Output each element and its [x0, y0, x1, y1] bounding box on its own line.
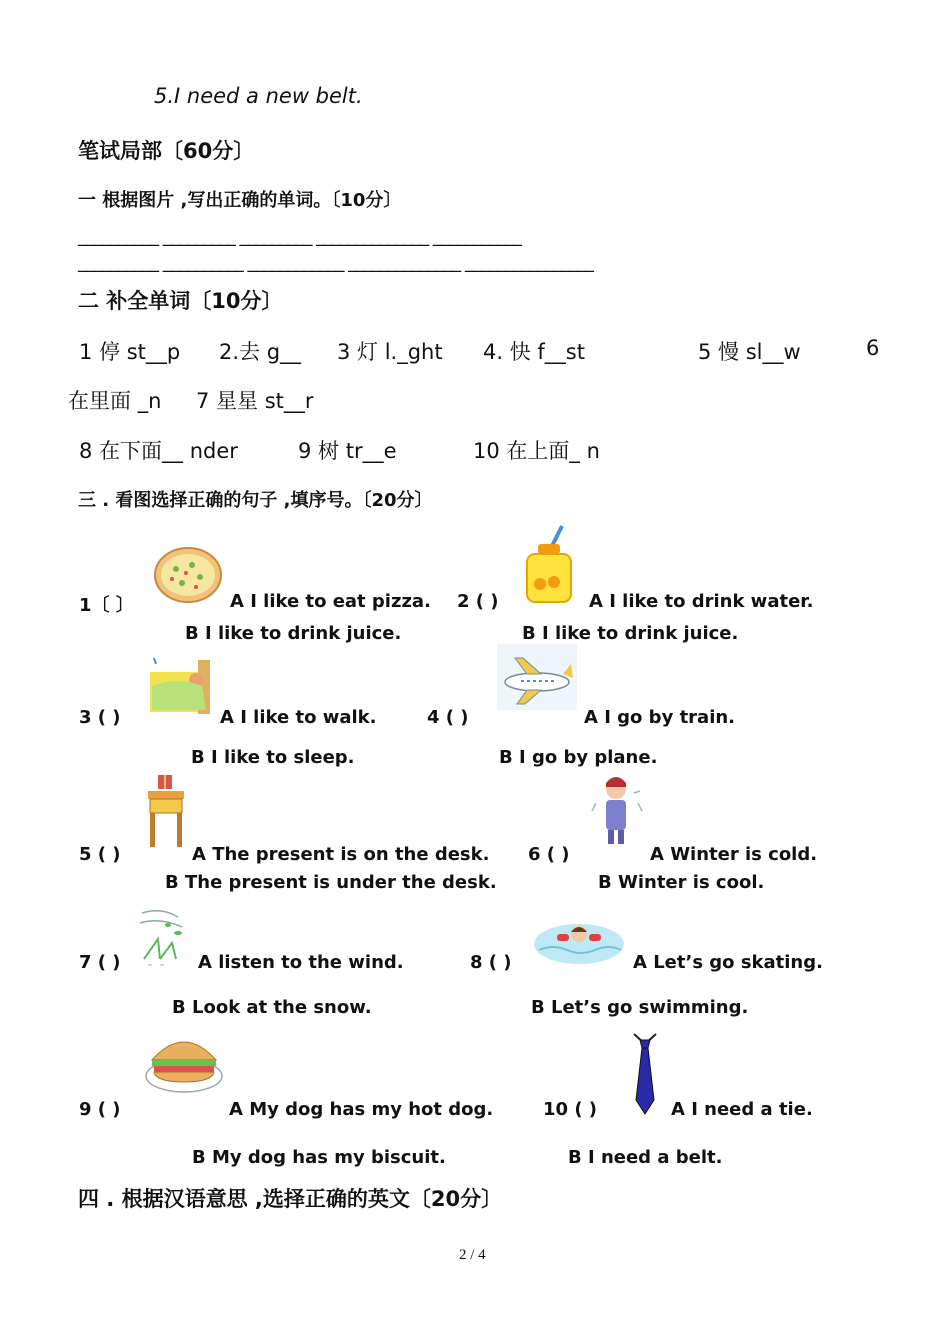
fill-item-5: 5 慢 sl__w	[698, 340, 801, 364]
swimmer-icon	[533, 914, 625, 966]
fill-item-7: 7 星星 st__r	[196, 389, 314, 413]
plane-icon	[497, 644, 577, 710]
fill-item-10: 10 在上面_ n	[473, 439, 600, 463]
hamburger-icon	[142, 1020, 228, 1100]
fill-item-6: 在里面 _n	[68, 389, 162, 413]
q6-option-a: A Winter is cold.	[650, 844, 818, 865]
section2-title: 二 补全单词〔10分〕	[78, 289, 283, 313]
fill-item-3: 3 灯 l._ght	[337, 340, 443, 364]
q8-option-a: A Let’s go skating.	[633, 952, 823, 973]
wind-icon	[138, 903, 188, 969]
fill-item-9: 9 树 tr__e	[298, 439, 397, 463]
q7-option-a: A listen to the wind.	[198, 952, 404, 973]
q3-number[interactable]: 3 ( )	[79, 707, 121, 728]
q6-number[interactable]: 6 ( )	[528, 844, 570, 865]
q4-option-a: A I go by train.	[584, 707, 736, 728]
q8-option-b: B Let’s go swimming.	[531, 997, 749, 1018]
q1-number[interactable]: 1〔 〕	[79, 595, 134, 616]
top-line: 5.I need a new belt.	[154, 84, 363, 108]
q7-number[interactable]: 7 ( )	[79, 952, 121, 973]
cold-person-icon	[590, 773, 646, 845]
q10-number[interactable]: 10 ( )	[543, 1099, 598, 1120]
q1-option-b: B I like to drink juice.	[185, 623, 402, 644]
written-section-title: 笔试局部〔60分〕	[78, 139, 255, 163]
desk-icon	[142, 773, 190, 849]
q3-option-b: B I like to sleep.	[191, 747, 355, 768]
fill-item-2: 2.去 g__	[219, 340, 302, 364]
q7-option-b: B Look at the snow.	[172, 997, 372, 1018]
q4-option-b: B I go by plane.	[499, 747, 658, 768]
q9-number[interactable]: 9 ( )	[79, 1099, 121, 1120]
section1-title: 一 根据图片 ,写出正确的单词。〔10分〕	[78, 190, 402, 211]
q10-option-b: B I need a belt.	[568, 1147, 723, 1168]
section4-title: 四 . 根据汉语意思 ,选择正确的英文〔20分〕	[78, 1187, 503, 1211]
q4-number[interactable]: 4 ( )	[427, 707, 469, 728]
tie-icon	[626, 1030, 664, 1116]
q8-number[interactable]: 8 ( )	[470, 952, 512, 973]
q2-option-b: B I like to drink juice.	[522, 623, 739, 644]
fill-item-8: 8 在下面__ nder	[79, 439, 238, 463]
juice-icon	[524, 524, 574, 606]
q2-option-a: A I like to drink water.	[589, 591, 814, 612]
answer-blanks-row-1[interactable]: __________ _________ _________ ______________ ___________	[78, 226, 521, 247]
q9-option-a: A My dog has my hot dog.	[229, 1099, 494, 1120]
pizza-icon	[152, 543, 224, 605]
fill-item-4: 4. 快 f__st	[483, 340, 585, 364]
fill-item-1: 1 停 st__p	[79, 340, 181, 364]
q5-option-b: B The present is under the desk.	[165, 872, 497, 893]
q5-number[interactable]: 5 ( )	[79, 844, 121, 865]
q5-option-a: A The present is on the desk.	[192, 844, 490, 865]
q10-option-a: A I need a tie.	[671, 1099, 813, 1120]
bed-icon	[148, 656, 212, 716]
q6-option-b: B Winter is cool.	[598, 872, 765, 893]
q1-option-a: A I like to eat pizza.	[230, 591, 431, 612]
q9-option-b: B My dog has my biscuit.	[192, 1147, 446, 1168]
answer-blanks-row-2[interactable]: __________ __________ ____________ ______________ ________________	[78, 252, 593, 273]
q3-option-a: A I like to walk.	[220, 707, 377, 728]
q2-number[interactable]: 2 ( )	[457, 591, 499, 612]
fill-item-6-num: 6	[866, 336, 880, 360]
section3-title: 三 . 看图选择正确的句子 ,填序号。〔20分〕	[78, 490, 433, 511]
page-number: 2 / 4	[459, 1247, 486, 1263]
